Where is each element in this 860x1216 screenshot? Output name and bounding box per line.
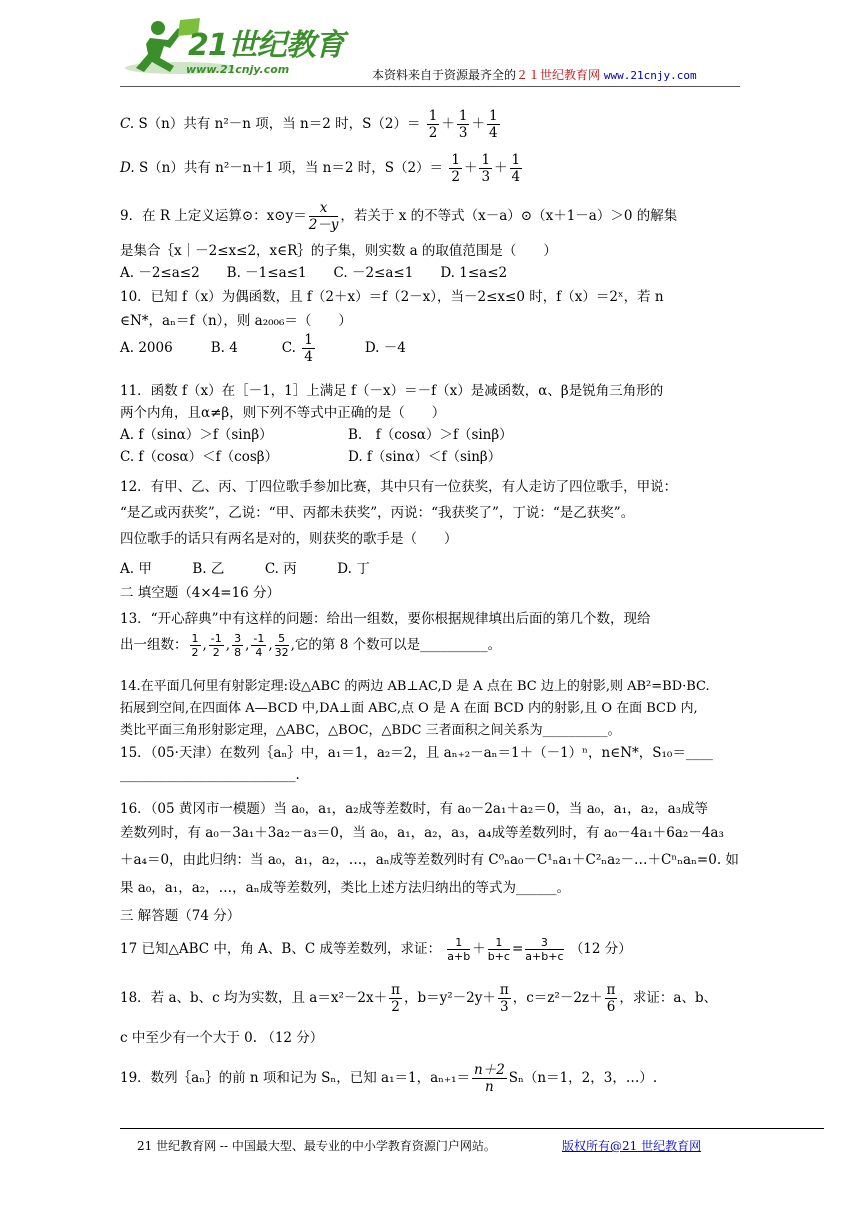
footer-divider bbox=[120, 1128, 824, 1129]
question-16-line-1: 16．（05 黄冈市一模题）当 a₀，a₁，a₂成等差数时，有 a₀－2a₁＋a₂＝0，当 a₀，a₁，a₂，a₃成等 bbox=[120, 801, 709, 817]
question-13-line-2: 出一组数： $\frac{1}{2}$ , $\frac{-1}{2}$ , $\frac{3}{8}$ , $\frac{-1}{4}$ , $\frac{5}{32}$ ,它的第 8 个数可以是__________。 bbox=[120, 632, 502, 660]
question-15-line-2: __________________________. bbox=[120, 767, 300, 783]
site-name: ２１世纪教育网 bbox=[516, 68, 601, 82]
fraction: $\frac{\pi}{2}$ bbox=[391, 982, 400, 1016]
fraction: $\frac{1}{3}$ bbox=[458, 108, 468, 142]
fraction: $\frac{n+2}{n}$ bbox=[474, 1062, 505, 1096]
site-url: www.21cnjy.com bbox=[603, 69, 697, 82]
question-11-line-2: 两个内角，且α≠β，则下列不等式中正确的是（ ） bbox=[120, 405, 446, 421]
fraction: $\frac{1}{4}$ bbox=[511, 152, 521, 186]
option-d-line: D. S（n）共有 n²－n＋1 项，当 n＝2 时，S（2）＝ $\frac{1}{2}$ ＋ $\frac{1}{3}$ ＋ $\frac{1}{4}$ bbox=[120, 152, 521, 186]
section-3-heading: 三 解答题（74 分） bbox=[120, 908, 241, 924]
question-10-options: A. 2006 B. 4 C. $\frac{1}{4}$ D. －4 bbox=[120, 332, 406, 366]
fraction: $\frac{1}{2}$ bbox=[191, 632, 199, 660]
fraction: $\frac{3}{a+b+c}$ bbox=[525, 936, 564, 964]
footer-text: 21 世纪教育网 -- 中国最大型、最专业的中小学教育资源门户网站。 bbox=[137, 1139, 496, 1153]
fraction: $\frac{1}{a+b}$ bbox=[447, 936, 471, 964]
question-12-options: A. 甲 B. 乙 C. 丙 D. 丁 bbox=[120, 561, 370, 577]
section-2-heading: 二 填空题（4×4=16 分） bbox=[120, 585, 281, 601]
fraction: $\frac{-1}{4}$ bbox=[253, 632, 265, 660]
fraction: $\frac{1}{3}$ bbox=[481, 152, 491, 186]
header-divider bbox=[120, 86, 740, 87]
fraction: $\frac{1}{4}$ bbox=[304, 332, 313, 366]
question-14-line-2: 拓展到空间,在四面体 A—BCD 中,DA⊥面 ABC,点 O 是 A 在面 BCD 内的射影,且 O 在面 BCD 内, bbox=[120, 701, 698, 716]
fraction: $\frac{x}{2-y}$ bbox=[308, 200, 339, 234]
question-14-line-3: 类比平面三角形射影定理，△ABC，△BOC，△BDC 三者面积之间关系为__________。 bbox=[120, 723, 621, 738]
question-16-line-4: 果 a₀，a₁，a₂，…，aₙ成等差数列，类比上述方法归纳出的等式为______。 bbox=[120, 880, 571, 896]
copyright-link[interactable]: 版权所有@21 世纪教育网 bbox=[562, 1139, 702, 1153]
question-19-line: 19．数列｛aₙ｝的前 n 项和记为 Sₙ，已知 a₁＝1，aₙ₊₁＝ $\frac{n+2}{n}$ Sₙ（n＝1，2，3，…）. bbox=[120, 1062, 658, 1096]
option-c-line: C. S（n）共有 n²－n 项，当 n＝2 时，S（2）＝ $\frac{1}{2}$ ＋ $\frac{1}{3}$ ＋ $\frac{1}{4}$ bbox=[120, 108, 498, 142]
logo-url: www.21cnjy.com bbox=[186, 63, 290, 76]
header-note: 本资料来自于资源最齐全的２１世纪教育网 www.21cnjy.com bbox=[372, 68, 697, 82]
question-12-line-1: 12．有甲、乙、丙、丁四位歌手参加比赛，其中只有一位获奖，有人走访了四位歌手，甲说： bbox=[120, 479, 678, 495]
question-11-options-ab: A. f（sinα）＞f（sinβ） B. f（cosα）＞f（sinβ） bbox=[120, 427, 513, 443]
question-11-line-1: 11．函数 f（x）在［－1，1］上满足 f（－x）＝－f（x）是减函数，α、β是锐角三角形的 bbox=[120, 383, 664, 399]
fraction: $\frac{3}{8}$ bbox=[234, 632, 242, 660]
question-16-line-3: ＋a₄＝0，由此归纳：当 a₀，a₁，a₂，…，aₙ成等差数列时有 C⁰ₙa₀－C¹ₙa₁＋C²ₙa₂－…＋Cⁿₙaₙ=0. 如 bbox=[120, 852, 739, 868]
question-14-line-1: 14.在平面几何里有射影定理:设△ABC 的两边 AB⊥AC,D 是 A 点在 BC 边上的射影,则 AB²=BD·BC. bbox=[120, 679, 710, 694]
page-header bbox=[0, 0, 860, 92]
question-17-line: 17 已知△ABC 中，角 A、B、C 成等差数列，求证： $\frac{1}{a+b}$ ＋ $\frac{1}{b+c}$ = $\frac{3}{a+b+c}$ （12 分） bbox=[120, 936, 632, 964]
question-10-line-1: 10．已知 f（x）为偶函数，且 f（2＋x）＝f（2－x），当－2≤x≤0 时，f（x）＝2ˣ，若 n bbox=[120, 289, 664, 305]
question-9-options: A. －2≤a≤2 B. －1≤a≤1 C. －2≤a≤1 D. 1≤a≤2 bbox=[120, 265, 508, 281]
fraction: $\frac{5}{32}$ bbox=[274, 632, 289, 660]
question-12-line-3: 四位歌手的话只有两名是对的，则获奖的歌手是（ ） bbox=[120, 531, 458, 547]
fraction: $\frac{\pi}{6}$ bbox=[606, 982, 616, 1016]
question-11-options-cd: C. f（cosα）＜f（cosβ） D. f（sinα）＜f（sinβ） bbox=[120, 449, 502, 465]
question-9-line-2: 是集合｛x｜－2≤x≤2，x∈R｝的子集，则实数 a 的取值范围是（ ） bbox=[120, 243, 557, 259]
question-18-line-1: 18．若 a、b、c 均为实数，且 a＝x²－2x＋ $\frac{\pi}{2}$ ，b＝y²－2y＋ $\frac{\pi}{3}$ ，c＝z²－2z＋ $\frac{\pi}{6}$ ，求证：a、b、 bbox=[120, 982, 718, 1016]
logo-wordmark: 21世纪教育 bbox=[188, 28, 344, 63]
fraction: $\frac{1}{2}$ bbox=[428, 108, 438, 142]
question-12-line-2: “是乙或丙获奖”，乙说：“甲、丙都未获奖”，丙说：“我获奖了”，丁说：“是乙获奖”。 bbox=[120, 505, 635, 521]
fraction: $\frac{\pi}{3}$ bbox=[499, 982, 509, 1016]
question-16-line-2: 差数列时，有 a₀－3a₁＋3a₂－a₃＝0，当 a₀，a₁，a₂，a₃，a₄成等差数列时，有 a₀－4a₁＋6a₂－4a₃ bbox=[120, 825, 724, 841]
fraction: $\frac{1}{4}$ bbox=[488, 108, 498, 142]
fraction: $\frac{1}{b+c}$ bbox=[487, 936, 510, 964]
question-18-line-2: c 中至少有一个大于 0. （12 分） bbox=[120, 1030, 324, 1046]
fraction: $\frac{-1}{2}$ bbox=[210, 632, 222, 660]
fraction: $\frac{1}{2}$ bbox=[451, 152, 460, 186]
question-13-line-1: 13．“开心辞典”中有这样的问题：给出一组数，要你根据规律填出后面的第几个数，现给 bbox=[120, 611, 651, 627]
question-9-line-1: 9．在 R 上定义运算⊙：x⊙y＝ $\frac{x}{2-y}$ ，若关于 x 的不等式（x－a）⊙（x＋1－a）＞0 的解集 bbox=[120, 200, 678, 234]
question-10-line-2: ∈N*，aₙ＝f（n），则 a₂₀₀₆＝（ ） bbox=[120, 313, 352, 329]
question-15-line-1: 15．（05·天津）在数列｛aₙ｝中，a₁＝1，a₂＝2，且 aₙ₊₂－aₙ＝1＋（－1）ⁿ，n∈N*，S₁₀＝____ bbox=[120, 745, 713, 761]
